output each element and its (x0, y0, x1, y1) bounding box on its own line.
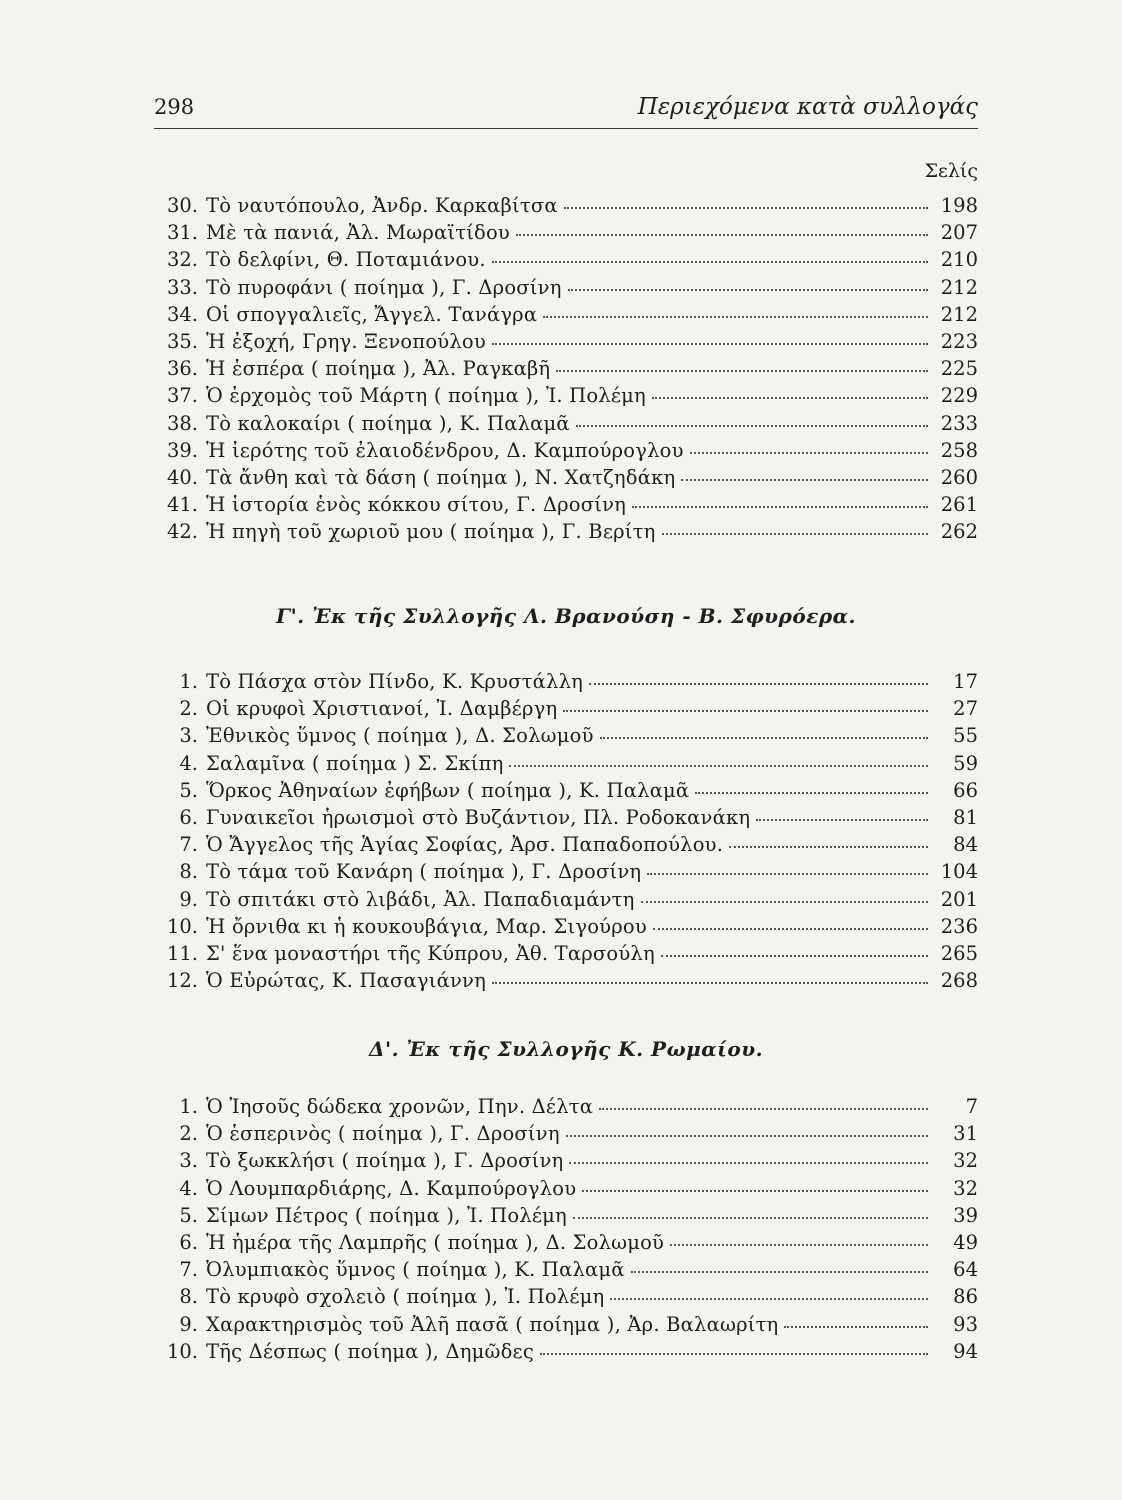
entry-title: Ἡ ἱερότης τοῦ ἐλαιοδένδρου, Δ. Καμπούρογλου (206, 438, 684, 462)
entry-title: Ὁ Λουμπαρδιάρης, Δ. Καμπούρογλου (206, 1176, 577, 1200)
entry-page: 59 (953, 751, 978, 775)
entry-title: Σίμων Πέτρος ( ποίημα ), Ἰ. Πολέμη (206, 1203, 567, 1227)
dot-leader (647, 873, 928, 875)
entry-page: 84 (953, 833, 978, 857)
toc-entry (154, 439, 978, 466)
entry-number: 9. (179, 1312, 198, 1336)
dot-leader (756, 819, 928, 821)
dot-leader (556, 370, 928, 372)
entry-page: 223 (940, 329, 978, 353)
entry-number: 31. (166, 221, 198, 245)
entry-title: Τὸ ναυτόπουλο, Ἀνδρ. Καρκαβίτσα (206, 194, 558, 217)
entry-title: Ἡ ἡμέρα τῆς Λαμπρῆς ( ποίημα ), Δ. Σολωμοῦ (206, 1230, 665, 1254)
entry-title: Τὸ πυροφάνι ( ποίημα ), Γ. Δροσίνη (206, 275, 562, 299)
toc-entry (154, 779, 978, 806)
entry-number: 10. (166, 914, 198, 938)
dot-leader (690, 452, 928, 454)
dot-leader (784, 1326, 928, 1328)
entry-title: Ἡ πηγὴ τοῦ χωριοῦ μου ( ποίημα ), Γ. Βερίτη (206, 520, 656, 544)
dot-leader (600, 737, 928, 739)
entry-title: Τὸ Πάσχα στὸν Πίνδο, Κ. Κρυστάλλη (206, 670, 584, 693)
entry-title: Τὸ σπιτάκι στὸ λιβάδι, Ἀλ. Παπαδιαμάντη (206, 887, 635, 911)
entry-number: 11. (166, 941, 198, 965)
entry-title: Ἐθνικὸς ὕμνος ( ποίημα ), Δ. Σολωμοῦ (206, 724, 594, 748)
entry-page: 268 (940, 969, 978, 993)
toc-entry (154, 412, 978, 439)
entry-page: 262 (940, 520, 978, 544)
entry-page: 32 (953, 1149, 978, 1173)
toc-entry (154, 493, 978, 520)
entry-page: 207 (940, 221, 978, 245)
entry-number: 8. (179, 1285, 198, 1309)
entry-page: 7 (965, 1095, 978, 1118)
toc-entry (154, 276, 978, 303)
dot-leader (516, 234, 928, 236)
entry-page: 64 (953, 1258, 978, 1282)
toc-entry (154, 248, 978, 275)
toc-entry (154, 330, 978, 357)
entry-page: 104 (940, 860, 978, 884)
toc-entry (154, 969, 978, 996)
entry-number: 34. (166, 302, 198, 326)
entry-number: 30. (166, 194, 198, 217)
page-header (154, 94, 978, 120)
entry-page: 66 (953, 778, 978, 802)
entry-number: 32. (166, 248, 198, 272)
entry-page: 93 (953, 1312, 978, 1336)
entry-number: 7. (179, 1258, 198, 1282)
section-heading-3: Δ'. Ἐκ τῆς Συλλογῆς Κ. Ρωμαίου. (368, 1037, 764, 1061)
entry-number: 33. (166, 275, 198, 299)
dot-leader (610, 1298, 928, 1300)
dot-leader (492, 343, 928, 345)
toc-entry (154, 915, 978, 942)
entry-page: 210 (940, 248, 978, 272)
entry-title: Τὸ κρυφὸ σχολειὸ ( ποίημα ), Ἰ. Πολέμη (206, 1285, 605, 1309)
entry-title: Ὁ Εὐρώτας, Κ. Πασαγιάννη (206, 969, 486, 993)
toc-entry (154, 942, 978, 969)
toc-entry (154, 1340, 978, 1367)
toc-entry (154, 1122, 978, 1149)
entry-number: 1. (179, 1095, 198, 1118)
dot-leader (566, 1135, 928, 1137)
toc-entry (154, 221, 978, 248)
entry-title: Ὁ ἑσπερινὸς ( ποίημα ), Γ. Δροσίνη (206, 1122, 560, 1146)
toc-entry (154, 888, 978, 915)
header-rule (154, 128, 978, 129)
toc-entry (154, 670, 978, 697)
entry-number: 4. (179, 751, 198, 775)
dot-leader (540, 1353, 928, 1355)
toc-entry (154, 1285, 978, 1312)
entry-page: 265 (940, 941, 978, 965)
dot-leader (641, 901, 929, 903)
entry-number: 10. (166, 1339, 198, 1363)
dot-leader (662, 533, 928, 535)
entry-page: 225 (940, 357, 978, 381)
entry-page: 198 (940, 194, 978, 217)
dot-leader (543, 316, 928, 318)
entry-page: 27 (953, 697, 978, 721)
entry-title: Τὸ τάμα τοῦ Κανάρη ( ποίημα ), Γ. Δροσίνη (206, 860, 642, 884)
entry-number: 38. (166, 411, 198, 435)
entry-number: 7. (179, 833, 198, 857)
entry-title: Ὀλυμπιακὸς ὕμνος ( ποίημα ), Κ. Παλαμᾶ (206, 1258, 625, 1282)
toc-entry (154, 1204, 978, 1231)
toc-entry (154, 1258, 978, 1285)
dot-leader (576, 425, 928, 427)
dot-leader (632, 506, 928, 508)
entry-title: Σαλαμῖνα ( ποίημα ) Σ. Σκίπη (206, 751, 504, 775)
entry-title: Μὲ τὰ πανιά, Ἀλ. Μωραϊτίδου (206, 221, 510, 245)
toc-entry (154, 806, 978, 833)
entry-title: Σ' ἕνα μοναστήρι τῆς Κύπρου, Ἀθ. Ταρσούλη (206, 941, 655, 965)
dot-leader (492, 982, 928, 984)
entry-title: Τὰ ἄνθη καὶ τὰ δάση ( ποίημα ), Ν. Χατζηδάκη (206, 465, 676, 489)
entry-title: Ἡ ἐξοχή, Γρηγ. Ξενοπούλου (206, 329, 486, 353)
entry-page: 260 (940, 465, 978, 489)
toc-section-3 (154, 1095, 978, 1367)
entry-number: 3. (179, 724, 198, 748)
entry-title: Ὁ Ἰησοῦς δώδεκα χρονῶν, Πην. Δέλτα (206, 1095, 594, 1118)
entry-title: Τῆς Δέσπως ( ποίημα ), Δημῶδες (206, 1339, 534, 1363)
entry-title: Ἡ ἱστορία ἑνὸς κόκκου σίτου, Γ. Δροσίνη (206, 493, 627, 517)
page-number: 298 (154, 95, 195, 119)
toc-entry (154, 1313, 978, 1340)
entry-number: 3. (179, 1149, 198, 1173)
entry-title: Ἡ ὄρνιθα κι ἡ κουκουβάγια, Μαρ. Σιγούρου (206, 914, 647, 938)
toc-entry (154, 303, 978, 330)
toc-entry (154, 357, 978, 384)
dot-leader (631, 1271, 928, 1273)
entry-title: Οἱ κρυφοὶ Χριστιανοί, Ἰ. Δαμβέργη (206, 697, 558, 721)
running-title: Περιεχόμενα κατὰ συλλογάς (637, 94, 978, 120)
dot-leader (509, 765, 928, 767)
entry-page: 229 (940, 384, 978, 408)
entry-page: 17 (953, 670, 978, 693)
entry-number: 36. (166, 357, 198, 381)
entry-number: 2. (179, 697, 198, 721)
toc-section-1 (154, 194, 978, 547)
dot-leader (661, 955, 928, 957)
entry-number: 9. (179, 887, 198, 911)
toc-entry (154, 520, 978, 547)
entry-number: 5. (179, 1203, 198, 1227)
toc-entry (154, 752, 978, 779)
dot-leader (681, 479, 928, 481)
dot-leader (589, 683, 928, 685)
dot-leader (563, 710, 928, 712)
entry-title: Τὸ καλοκαίρι ( ποίημα ), Κ. Παλαμᾶ (206, 411, 570, 435)
entry-number: 1. (179, 670, 198, 693)
dot-leader (652, 397, 928, 399)
entry-page: 39 (953, 1203, 978, 1227)
toc-entry (154, 697, 978, 724)
toc-entry (154, 1095, 978, 1122)
entry-number: 42. (166, 520, 198, 544)
dot-leader (564, 207, 928, 209)
entry-page: 49 (953, 1230, 978, 1254)
section-heading-2: Γ'. Ἐκ τῆς Συλλογῆς Λ. Βρανούση - Β. Σφυρόερα. (275, 604, 857, 628)
dot-leader (569, 1162, 928, 1164)
dot-leader (729, 846, 928, 848)
entry-page: 261 (940, 493, 978, 517)
entry-title: Ἡ ἑσπέρα ( ποίημα ), Ἀλ. Ραγκαβῆ (206, 357, 551, 381)
entry-title: Γυναικεῖοι ἡρωισμοὶ στὸ Βυζάντιον, Πλ. Ροδοκανάκη (206, 805, 751, 829)
entry-number: 6. (179, 1230, 198, 1254)
toc-entry (154, 466, 978, 493)
entry-number: 35. (166, 329, 198, 353)
entry-title: Τὸ δελφίνι, Θ. Ποταμιάνου. (206, 248, 486, 272)
entry-title: Ὁ Ἄγγελος τῆς Ἁγίας Σοφίας, Ἀρσ. Παπαδοπούλου. (206, 833, 724, 857)
dot-leader (573, 1217, 928, 1219)
entry-number: 41. (166, 493, 198, 517)
entry-number: 39. (166, 438, 198, 462)
entry-page: 86 (953, 1285, 978, 1309)
dot-leader (670, 1244, 928, 1246)
toc-entry (154, 860, 978, 887)
entry-title: Τὸ ξωκκλήσι ( ποίημα ), Γ. Δροσίνη (206, 1149, 564, 1173)
entry-page: 212 (940, 302, 978, 326)
entry-page: 31 (953, 1122, 978, 1146)
dot-leader (599, 1108, 928, 1110)
entry-page: 201 (940, 887, 978, 911)
entry-page: 94 (953, 1339, 978, 1363)
entry-page: 32 (953, 1176, 978, 1200)
entry-number: 37. (166, 384, 198, 408)
toc-entry (154, 1149, 978, 1176)
dot-leader (653, 928, 928, 930)
entry-page: 258 (940, 438, 978, 462)
dot-leader (568, 289, 928, 291)
toc-entry (154, 194, 978, 221)
page-column-label: Σελίς (924, 160, 978, 182)
entry-number: 6. (179, 805, 198, 829)
toc-section-2 (154, 670, 978, 996)
entry-page: 81 (953, 805, 978, 829)
entry-number: 5. (179, 778, 198, 802)
entry-page: 212 (940, 275, 978, 299)
entry-page: 233 (940, 411, 978, 435)
toc-entry (154, 1231, 978, 1258)
entry-number: 8. (179, 860, 198, 884)
entry-number: 2. (179, 1122, 198, 1146)
entry-number: 40. (166, 465, 198, 489)
dot-leader (695, 792, 928, 794)
entry-page: 55 (953, 724, 978, 748)
toc-entry (154, 833, 978, 860)
toc-entry (154, 1177, 978, 1204)
entry-number: 12. (166, 969, 198, 993)
entry-title: Ὅρκος Ἀθηναίων ἐφήβων ( ποίημα ), Κ. Παλαμᾶ (206, 778, 690, 802)
toc-entry (154, 384, 978, 411)
toc-entry (154, 724, 978, 751)
dot-leader (492, 261, 928, 263)
entry-page: 236 (940, 914, 978, 938)
entry-title: Ὁ ἐρχομὸς τοῦ Μάρτη ( ποίημα ), Ἰ. Πολέμη (206, 384, 646, 408)
entry-title: Οἱ σπογγαλιεῖς, Ἄγγελ. Τανάγρα (206, 302, 538, 326)
dot-leader (582, 1190, 928, 1192)
entry-title: Χαρακτηρισμὸς τοῦ Ἀλῆ πασᾶ ( ποίημα ), Ἀρ. Βαλαωρίτη (206, 1312, 779, 1336)
entry-number: 4. (179, 1176, 198, 1200)
